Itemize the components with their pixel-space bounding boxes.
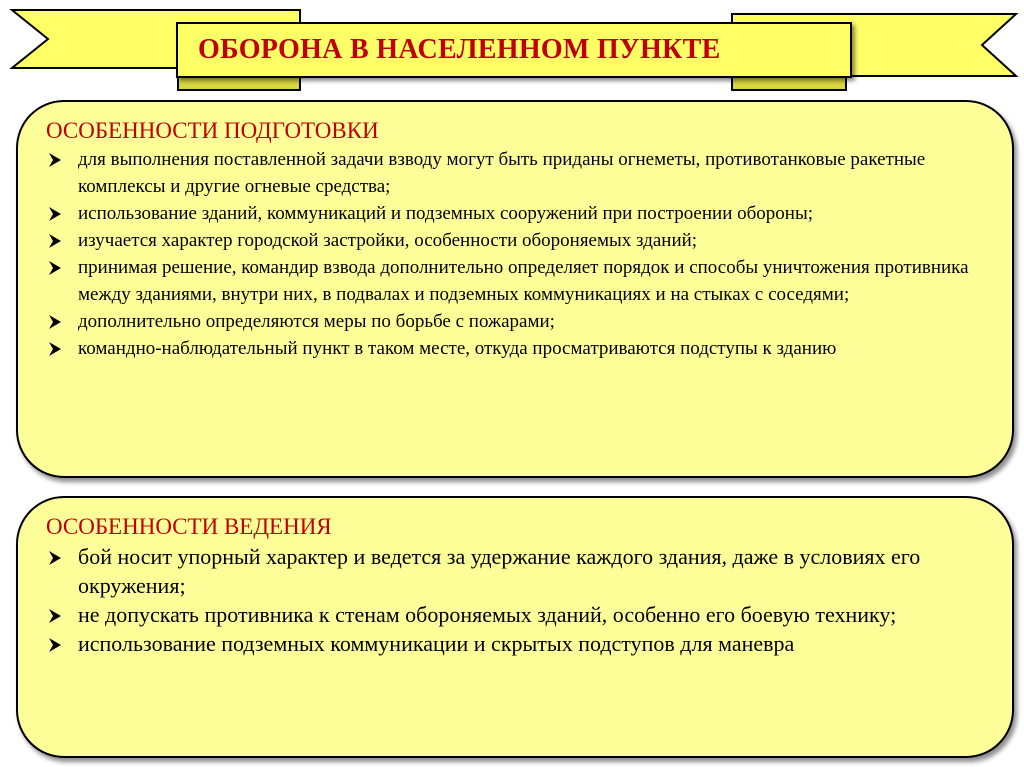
list-item [46, 600, 982, 629]
arrow-bullet-icon [46, 602, 64, 626]
title-box [176, 22, 852, 78]
preparation-panel [16, 100, 1014, 478]
arrow-bullet-icon [46, 308, 64, 332]
arrow-bullet-icon [46, 544, 64, 568]
list-item-text: принимая решение, командир взвода дополнительно определяет порядок и способы уничтожения противника между зданиями, внутри них, в подвалах и подземных коммуникациях и на стыках с соседями; [78, 257, 969, 305]
list-item [46, 629, 982, 658]
list-item [46, 200, 982, 227]
conduct-panel [16, 496, 1014, 758]
list-item [46, 227, 982, 254]
list-item-text: бой носит упорный характер и ведется за удержание каждого здания, даже в условиях его окружения; [78, 544, 921, 598]
list-item [46, 254, 982, 308]
arrow-bullet-icon [46, 335, 64, 359]
preparation-list [46, 146, 982, 362]
arrow-bullet-icon [46, 227, 64, 251]
list-item [46, 542, 982, 600]
conduct-list [46, 542, 982, 658]
list-item-text: изучается характер городской застройки, особенности обороняемых зданий; [78, 230, 698, 251]
conduct-heading: ОСОБЕННОСТИ ВЕДЕНИЯ [46, 514, 332, 539]
list-item-text: использование зданий, коммуникаций и подземных сооружений при построении обороны; [78, 203, 813, 224]
list-item-text: не допускать противника к стенам обороняемых зданий, особенно его боевую технику; [78, 602, 897, 627]
arrow-bullet-icon [46, 254, 64, 278]
list-item [46, 308, 982, 335]
page-title: ОБОРОНА В НАСЕЛЕННОМ ПУНКТЕ [198, 34, 721, 65]
list-item-text: дополнительно определяются меры по борьбе с пожарами; [78, 311, 555, 332]
arrow-bullet-icon [46, 631, 64, 655]
arrow-bullet-icon [46, 146, 64, 170]
list-item-text: использование подземных коммуникации и скрытых подступов для маневра [78, 631, 795, 656]
preparation-heading: ОСОБЕННОСТИ ПОДГОТОВКИ [46, 118, 379, 143]
list-item-text: для выполнения поставленной задачи взводу могут быть приданы огнеметы, противотанковые ракетные комплексы и другие огневые средства; [78, 149, 926, 197]
arrow-bullet-icon [46, 200, 64, 224]
list-item-text: командно-наблюдательный пункт в таком месте, откуда просматриваются подступы к зданию [78, 338, 837, 359]
list-item [46, 335, 982, 362]
list-item [46, 146, 982, 200]
